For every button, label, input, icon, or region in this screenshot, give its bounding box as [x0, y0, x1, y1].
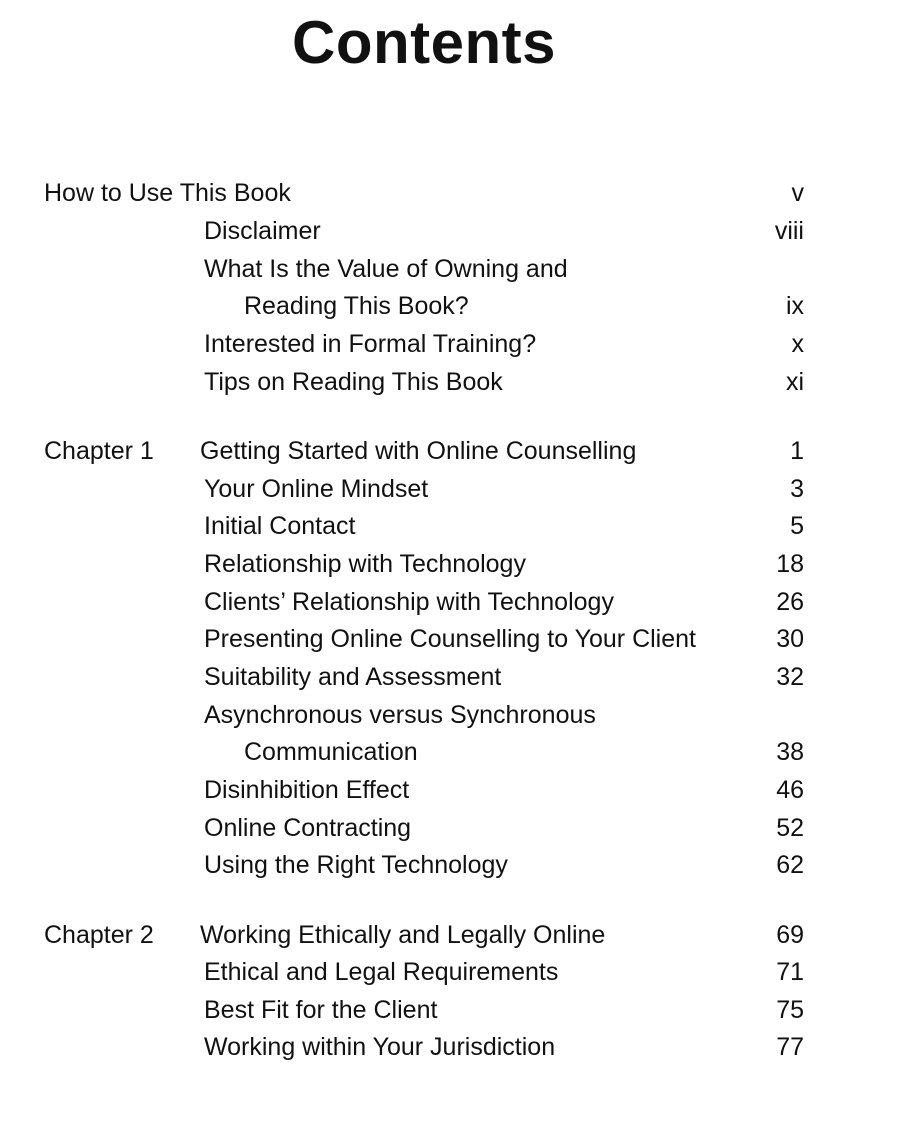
- toc-page-number: v: [791, 179, 804, 207]
- toc-entry-how-to-use: How to Use This Book: [44, 179, 291, 207]
- toc-page-number: 18: [776, 550, 804, 578]
- toc-entry: Relationship with Technology: [204, 550, 526, 578]
- toc-page-number: 52: [776, 814, 804, 842]
- toc-entry-disclaimer: Disclaimer: [204, 217, 321, 245]
- toc-page-number: ix: [785, 292, 804, 320]
- toc-page-number: 71: [776, 958, 804, 986]
- toc-entry: Your Online Mindset: [204, 475, 429, 503]
- chapter-title: Working Ethically and Legally Online: [200, 921, 606, 949]
- toc-entry: Using the Right Technology: [204, 851, 508, 879]
- toc-entry-line1: Asynchronous versus Synchronous: [204, 701, 596, 729]
- toc-page-number: 30: [776, 625, 804, 653]
- toc-entry-value-line1: What Is the Value of Owning and: [204, 255, 568, 283]
- toc-page-number: 46: [776, 776, 804, 804]
- toc-entry: Online Contracting: [204, 814, 412, 842]
- toc-page-number: 26: [776, 588, 804, 616]
- chapter-label: Chapter 1: [44, 437, 154, 465]
- toc-page-number: 38: [776, 738, 804, 766]
- toc-entry-line2: Communication: [244, 738, 418, 766]
- toc-entry-formal-training: Interested in Formal Training?: [204, 330, 537, 358]
- toc-entry: Suitability and Assessment: [204, 663, 502, 691]
- toc-entry-tips: Tips on Reading This Book: [204, 368, 503, 396]
- toc-entry: Disinhibition Effect: [204, 776, 410, 804]
- toc-page-number: 62: [776, 851, 804, 879]
- toc-page-number: xi: [785, 368, 804, 396]
- toc-page-number: 5: [790, 512, 804, 540]
- toc-page-number: x: [791, 330, 804, 358]
- toc-entry: Presenting Online Counselling to Your Client: [204, 625, 696, 653]
- toc-entry: Ethical and Legal Requirements: [204, 958, 559, 986]
- chapter-title: Getting Started with Online Counselling: [200, 437, 637, 465]
- toc-page-number: 69: [776, 921, 804, 949]
- toc-entry-value-line2: Reading This Book?: [244, 292, 469, 320]
- toc-page-number: 1: [790, 437, 804, 465]
- toc-entry: Clients’ Relationship with Technology: [204, 588, 614, 616]
- toc-entry: Working within Your Jurisdiction: [204, 1033, 556, 1061]
- toc-page-number: 77: [776, 1033, 804, 1061]
- toc-page-number: 32: [776, 663, 804, 691]
- toc-page-number: viii: [774, 217, 804, 245]
- toc-page-number: 3: [790, 475, 804, 503]
- page-title: Contents: [292, 9, 556, 76]
- toc-entry: Best Fit for the Client: [204, 996, 438, 1024]
- toc-entry: Initial Contact: [204, 512, 356, 540]
- chapter-label: Chapter 2: [44, 921, 154, 949]
- toc-page-number: 75: [776, 996, 804, 1024]
